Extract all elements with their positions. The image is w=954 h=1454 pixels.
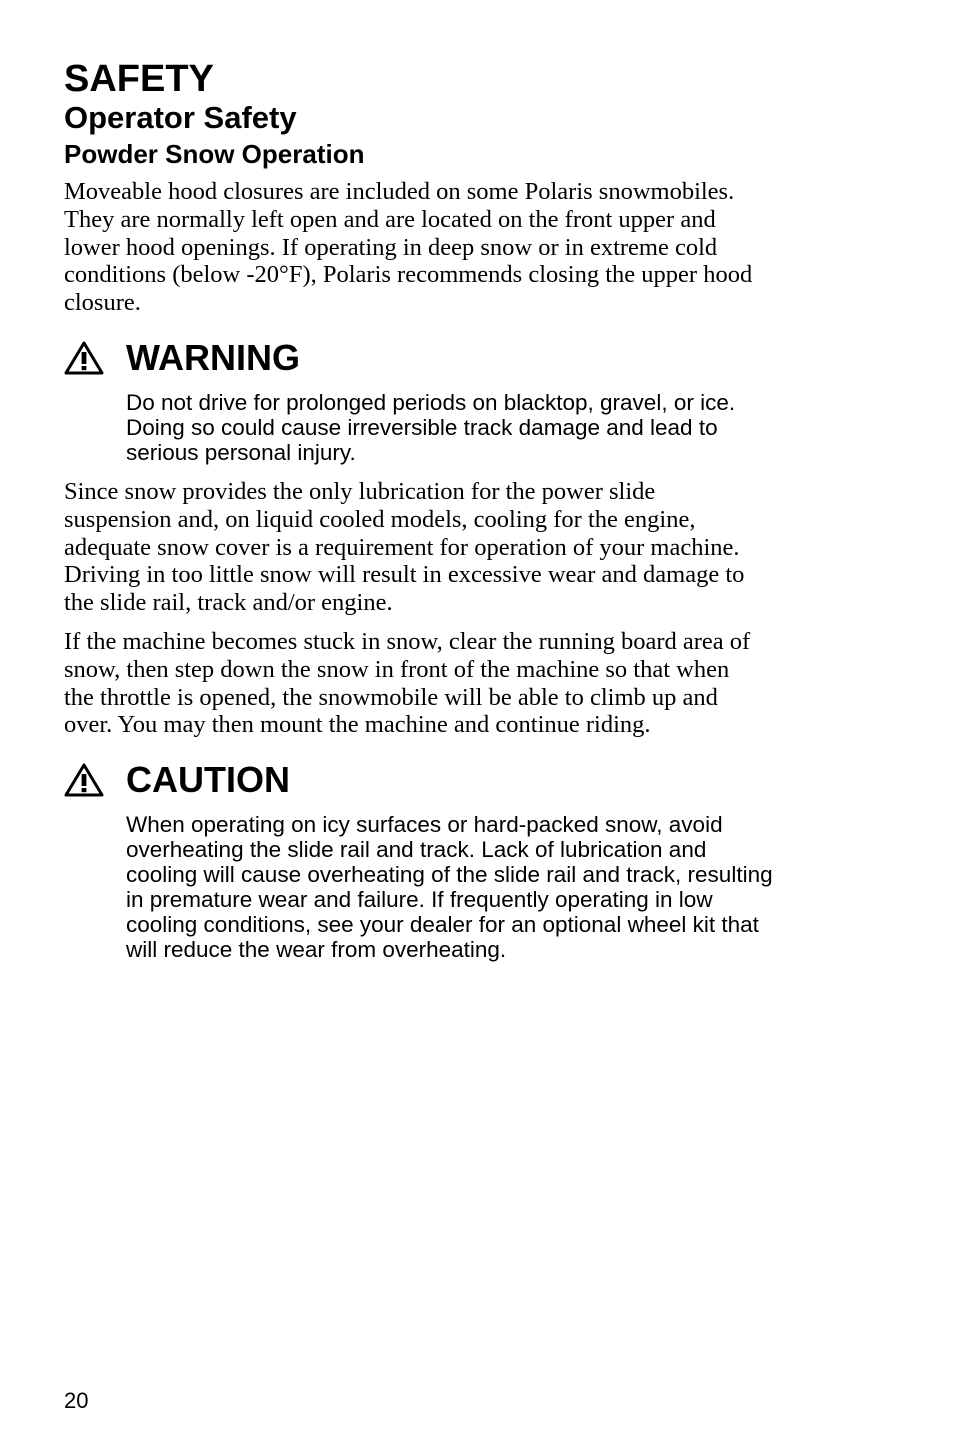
- topic-title: Powder Snow Operation: [64, 139, 365, 169]
- warning-notice: [64, 334, 864, 465]
- warning-title: WARNING: [126, 336, 300, 378]
- caution-title: CAUTION: [126, 759, 290, 801]
- page-content: [64, 58, 864, 962]
- caution-text: When operating on icy surfaces or hard-packed snow, avoid overheating the slide rail and track. Lack of lubrication and cooling will cause overheating of the slide rail and track, resulting in premature wear and failure. If frequently operating in low cooling conditions, see your dealer for an optional wheel kit that will reduce the wear from overheating.: [126, 812, 773, 963]
- caution-header: [64, 756, 864, 804]
- intro-paragraph: Moveable hood closures are included on some Polaris snowmobiles. They are normally left open and are located on the front upper and lower hood openings. If operating in deep snow or in extreme cold conditions (below -20°F), Polaris recommends closing the upper hood closure.: [64, 178, 753, 317]
- warning-header: [64, 334, 864, 382]
- stuck-paragraph: If the machine becomes stuck in snow, clear the running board area of snow, then step down the snow in front of the machine so that when the throttle is opened, the snowmobile will be able to climb up and over. You may then mount the machine and continue riding.: [64, 627, 751, 739]
- caution-notice: [64, 756, 864, 962]
- lubrication-paragraph: Since snow provides the only lubrication for the power slide suspension and, on liquid cooled models, cooling for the engine, adequate snow cover is a requirement for operation of your machine. Driving in too little snow will result in excessive wear and damage to the slide rail, track and/or engine.: [64, 477, 745, 617]
- warning-triangle-icon: [64, 341, 104, 375]
- warning-triangle-icon: [64, 763, 104, 797]
- page-number: 20: [64, 1388, 89, 1413]
- subsection-title: Operator Safety: [64, 100, 297, 135]
- section-title: SAFETY: [64, 58, 214, 100]
- warning-text: Do not drive for prolonged periods on blacktop, gravel, or ice. Doing so could cause irreversible track damage and lead to serious personal injury.: [126, 389, 736, 465]
